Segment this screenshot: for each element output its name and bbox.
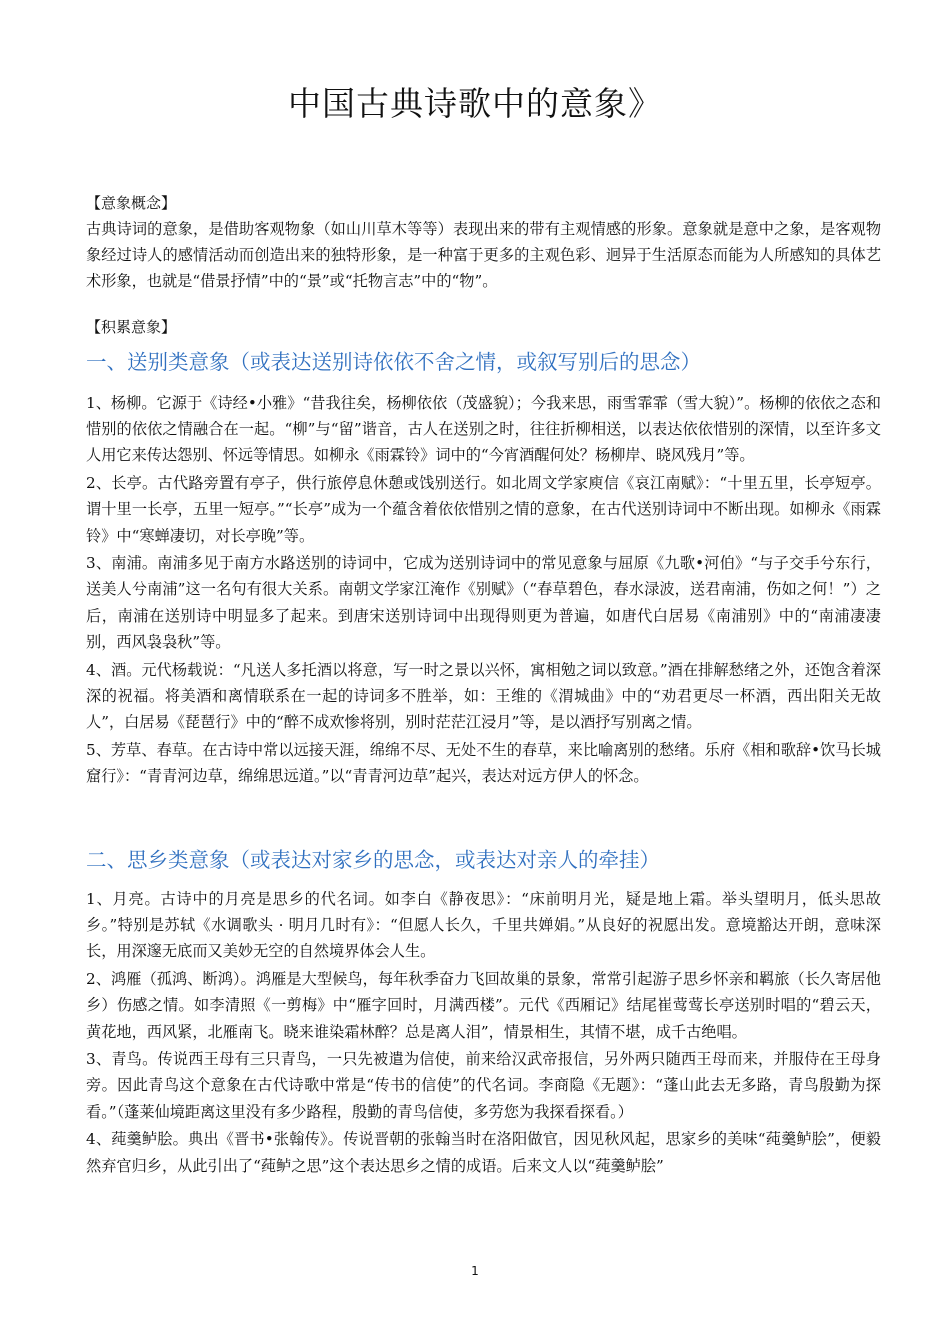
section-farewell-items bbox=[86, 390, 881, 791]
list-item: 4、莼羹鲈脍。典出《晋书•张翰传》。传说晋朝的张翰当时在洛阳做官，因见秋风起，思家乡的美味“莼羹鲈脍”，便毅然弃官归乡，从此引出了“莼鲈之思”这个表达思乡之情的成语。后来文人以“莼羹鲈脍” bbox=[86, 1130, 881, 1175]
section-heading-homesick: 二、思乡类意象（或表达对家乡的思念，或表达对亲人的牵挂） bbox=[86, 848, 660, 872]
concept-block bbox=[86, 190, 881, 295]
document-title: 中国古典诗歌中的意象》 bbox=[288, 84, 662, 123]
concept-label: 【意象概念】 bbox=[86, 194, 177, 212]
page-number: 1 bbox=[471, 1264, 479, 1278]
list-item: 5、芳草、春草。在古诗中常以远接天涯，绵绵不尽、无处不生的春草，来比喻离别的愁绪。乐府《相和歌辞•饮马长城窟行》：“青青河边草，绵绵思远道。”以“青青河边草”起兴，表达对远方伊人的怀念。 bbox=[86, 740, 881, 785]
list-item: 2、长亭。古代路旁置有亭子，供行旅停息休憩或饯别送行。如北周文学家庾信《哀江南赋》：“十里五里，长亭短亭。谓十里一长亭，五里一短亭。”“长亭”成为一个蕴含着依依惜别之情的意象，在古代送别诗词中不断出现。如柳永《雨霖铃》中“寒蝉凄切，对长亭晚”等。 bbox=[86, 474, 881, 545]
list-item: 1、月亮。古诗中的月亮是思乡的代名词。如李白《静夜思》：“床前明月光，疑是地上霜。举头望明月，低头思故乡。”特别是苏轼《水调歌头 · 明月几时有》：“但愿人长久，千里共婵娟。”从良好的祝愿出发。意境豁达开朗，意味深长，用深邃无底而又美妙无空的自然境界体会人生。 bbox=[86, 890, 881, 961]
list-item: 1、杨柳。它源于《诗经•小雅》“昔我往矣，杨柳依依（茂盛貌）；今我来思，雨雪霏霏（雪大貌）”。杨柳的依依之态和惜别的依依之情融合在一起。“柳”与“留”谐音，古人在送别之时，往往折柳相送，以表达依依惜别的深情，以至许多文人用它来传达怨别、怀远等情思。如柳永《雨霖铃》词中的“今宵酒醒何处？杨柳岸、晓风残月”等。 bbox=[86, 394, 881, 465]
accumulate-label: 【积累意象】 bbox=[86, 318, 177, 336]
list-item: 3、青鸟。传说西王母有三只青鸟，一只先被遣为信使，前来给汉武帝报信，另外两只随西王母而来，并服侍在王母身旁。因此青鸟这个意象在古代诗歌中常是“传书的信使”的代名词。李商隐《无题》：“蓬山此去无多路，青鸟殷勤为探看。”（蓬莱仙境距离这里没有多少路程，殷勤的青鸟信使，多劳您为我探看探看。） bbox=[86, 1050, 881, 1121]
concept-paragraph: 古典诗词的意象，是借助客观物象（如山川草木等等）表现出来的带有主观情感的形象。意象就是意中之象，是客观物象经过诗人的感情活动而创造出来的独特形象，是一种富于更多的主观色彩、迥异于生活原态而能为人所感知的具体艺术形象，也就是“借景抒情”中的“景”或“托物言志”中的“物”。 bbox=[86, 220, 881, 291]
accumulate-block bbox=[86, 314, 881, 340]
list-item: 3、南浦。南浦多见于南方水路送别的诗词中，它成为送别诗词中的常见意象与屈原《九歌•河伯》“与子交手兮东行，送美人兮南浦”这一名句有很大关系。南朝文学家江淹作《别赋》（“春草碧色，春水渌波，送君南浦，伤如之何！”）之后，南浦在送别诗中明显多了起来。到唐宋送别诗词中出现得则更为普遍，如唐代白居易《南浦别》中的“南浦凄凄别，西风袅袅秋”等。 bbox=[86, 554, 881, 651]
section-heading-farewell: 一、送别类意象（或表达送别诗依依不舍之情，或叙写别后的思念） bbox=[86, 350, 701, 374]
section-homesick-items bbox=[86, 886, 881, 1180]
list-item: 4、酒。元代杨载说：“凡送人多托酒以将意，写一时之景以兴怀，寓相勉之词以致意。”酒在排解愁绪之外，还饱含着深深的祝福。将美酒和离情联系在一起的诗词多不胜举，如：王维的《渭城曲》中的“劝君更尽一杯酒，西出阳关无故人”，白居易《琵琶行》中的“醉不成欢惨将别，别时茫茫江浸月”等，是以酒抒写别离之情。 bbox=[86, 660, 881, 731]
list-item: 2、鸿雁（孤鸿、断鸿）。鸿雁是大型候鸟，每年秋季奋力飞回故巢的景象，常常引起游子思乡怀亲和羁旅（长久寄居他乡）伤感之情。如李清照《一剪梅》中“雁字回时，月满西楼”。元代《西厢记》结尾崔莺莺长亭送别时唱的“碧云天，黄花地，西风紧，北雁南飞。晓来谁染霜林醉？总是离人泪”，情景相生，其情不堪，成千古绝唱。 bbox=[86, 970, 881, 1041]
